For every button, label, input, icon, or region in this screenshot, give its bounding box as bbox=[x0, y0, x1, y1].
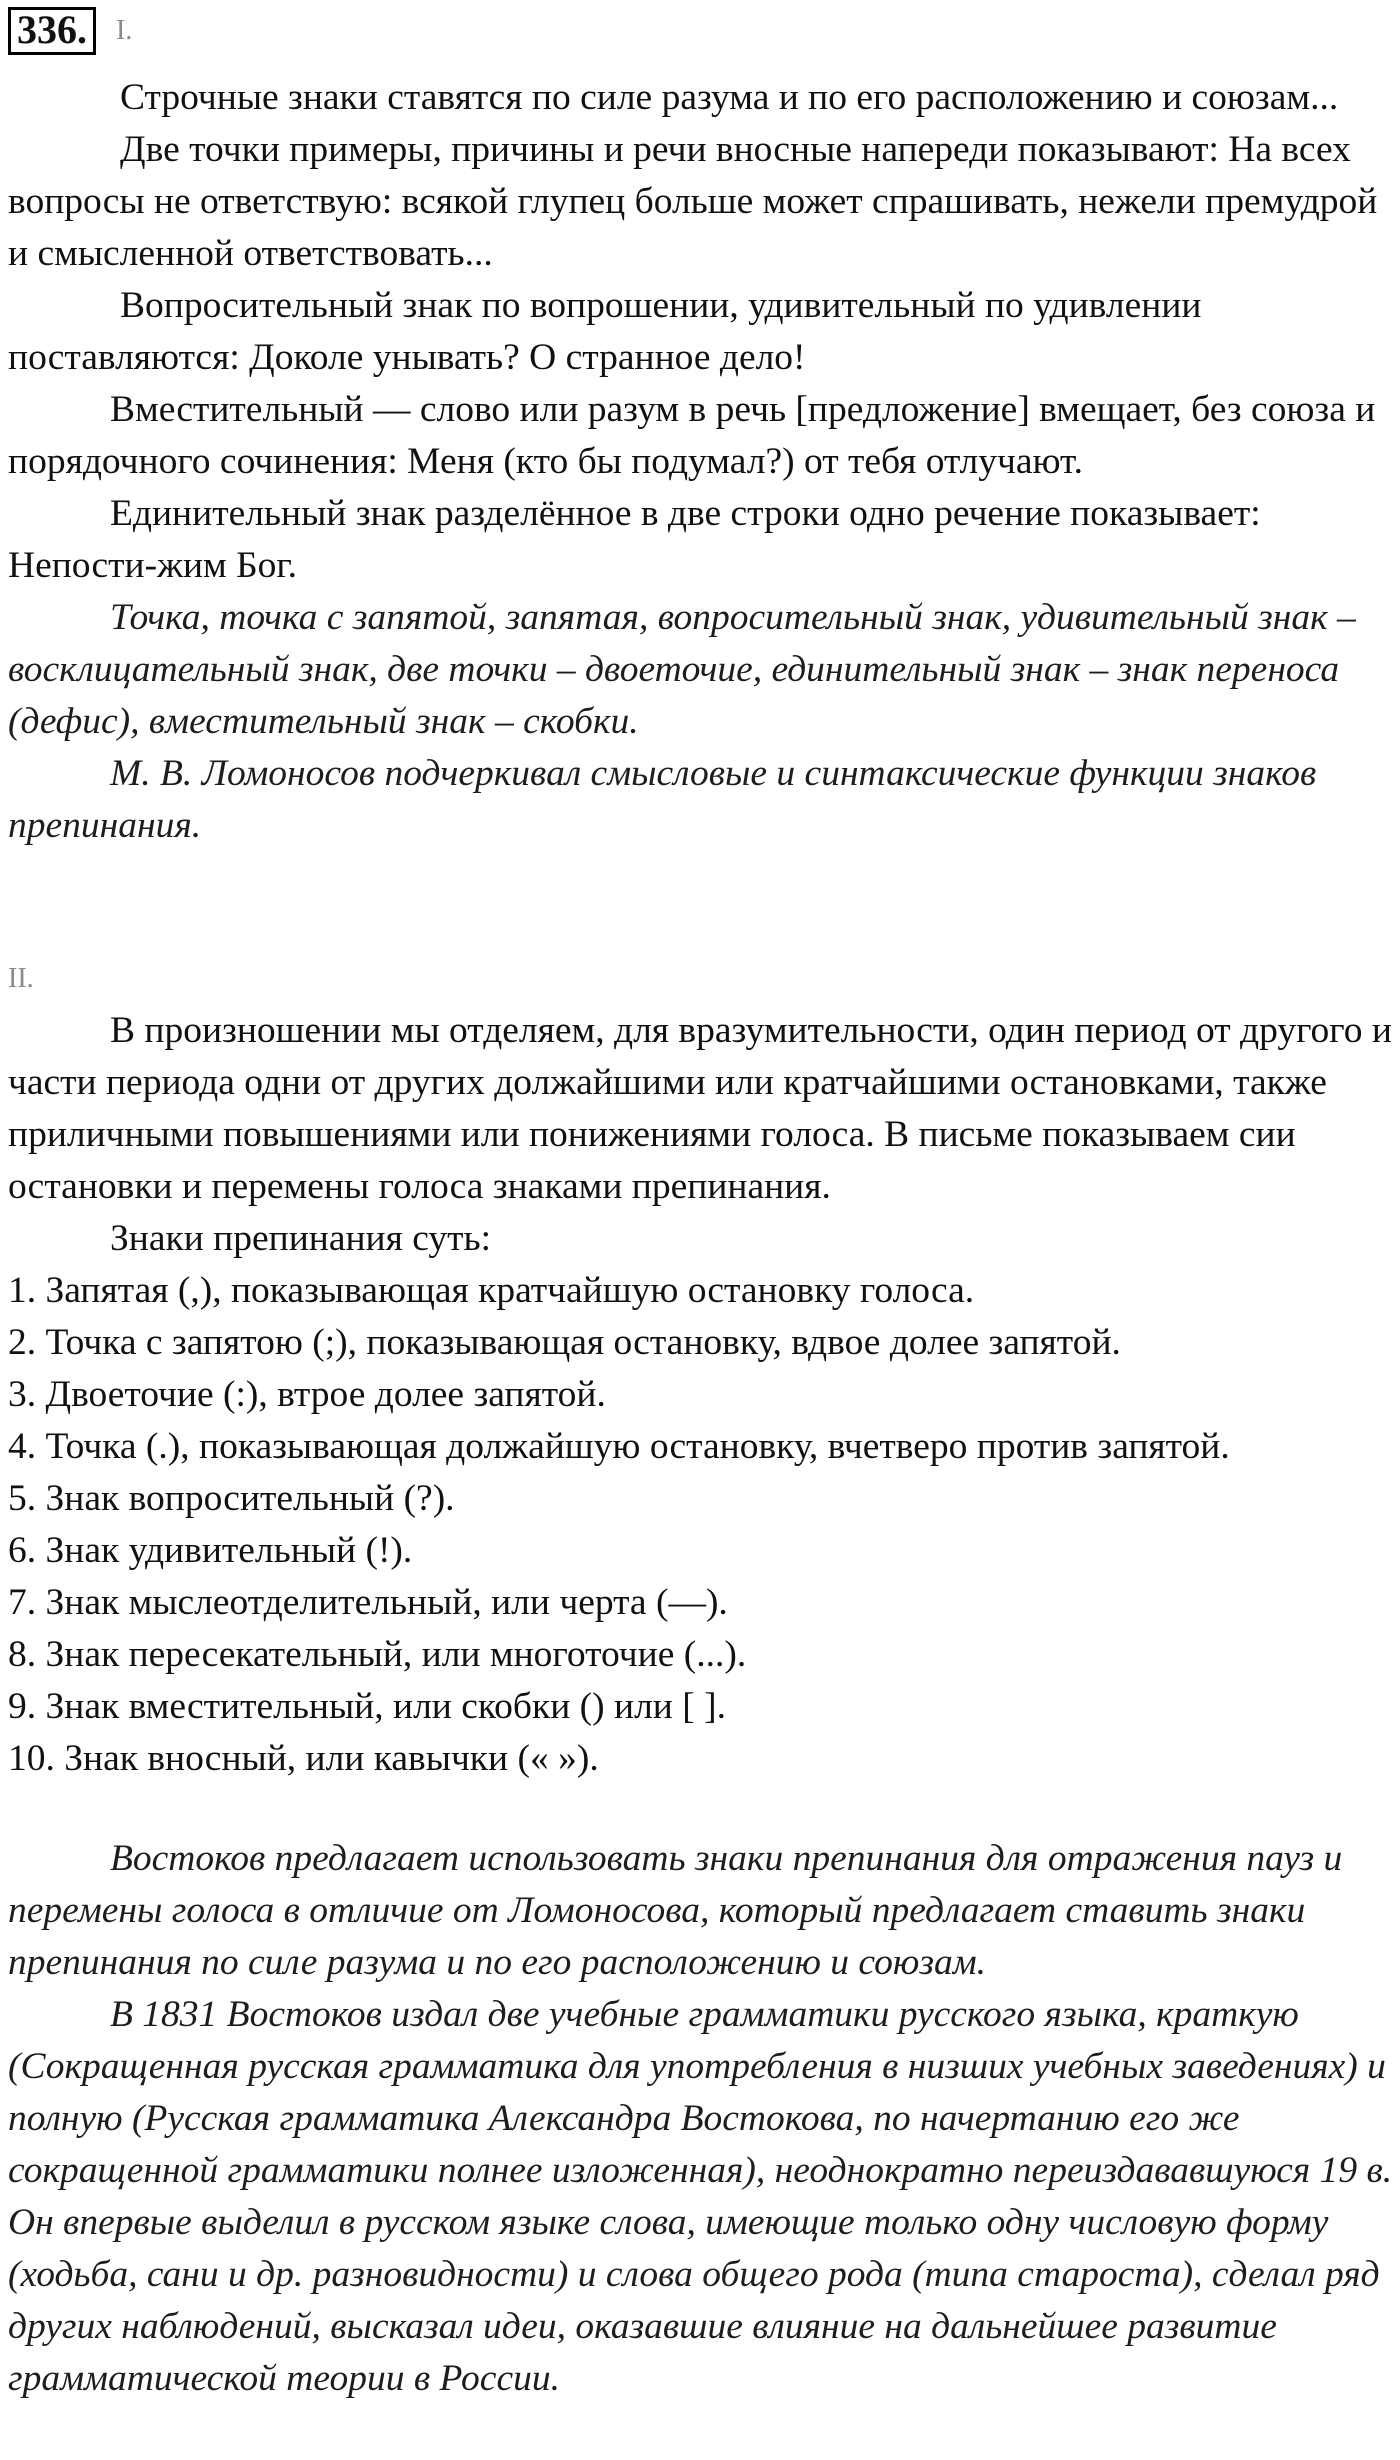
commentary-note: В 1831 Востоков издал две учебные грамматики русского языка, краткую (Сокращенная русская грамматика для употребления в низших учебных заведениях) и полную (Русская грамматика Александра Востокова, по начертанию его же сокращенной грамматики полнее изложенная), неоднократно переиздававшуюся 19 в. Он впервые выделил в русском языке слова, имеющие только одну числовую форму (ходьба, сани и др. разновидности) и слова общего рода (типа староста), сделал ряд других наблюдений, высказал идеи, оказавшие влияние на дальнейшее развитие грамматической теории в России. bbox=[8, 1994, 1393, 2399]
paragraph: Вопросительный знак по вопрошении, удивительный по удивлении поставляются: Доколе унывать? О странное дело! bbox=[8, 285, 1202, 378]
exercise-number: 336. bbox=[8, 7, 96, 55]
list-item: 5. Знак вопросительный (?). bbox=[8, 1478, 455, 1519]
paragraph: Единительный знак разделённое в две строки одно речение показывает: Непости-жим Бог. bbox=[8, 493, 1261, 586]
list-item: 1. Запятая (,), показывающая кратчайшую остановку голоса. bbox=[8, 1270, 975, 1311]
commentary-note: Точка, точка с запятой, запятая, вопросительный знак, удивительный знак – восклицательный знак, две точки – двоеточие, единительный знак – знак переноса (дефис), вместительный знак – скобки. bbox=[8, 597, 1356, 742]
paragraph: Строчные знаки ставятся по силе разума и по его расположению и союзам... bbox=[120, 77, 1339, 118]
part-two-text bbox=[8, 1005, 1393, 1785]
part-one-marker: I. bbox=[116, 15, 133, 46]
list-item: 8. Знак пересекательный, или многоточие (...). bbox=[8, 1634, 747, 1675]
list-item: 10. Знак вносный, или кавычки (« »). bbox=[8, 1738, 599, 1779]
list-heading: Знаки препинания суть: bbox=[110, 1218, 492, 1259]
list-item: 6. Знак удивительный (!). bbox=[8, 1530, 413, 1571]
paragraph: Вместительный — слово или разум в речь [предложение] вмещает, без союза и порядочного сочинения: Меня (кто бы подумал?) от тебя отлучают. bbox=[8, 389, 1376, 482]
part-two-marker: II. bbox=[8, 963, 34, 994]
list-item: 3. Двоеточие (:), втрое долее запятой. bbox=[8, 1374, 606, 1415]
paragraph: В произношении мы отделяем, для вразумительности, один период от другого и части периода одни от других должайшими или кратчайшими остановками, также приличными повышениями или понижениями голоса. В письме показываем сии остановки и перемены голоса знаками препинания. bbox=[8, 1010, 1392, 1207]
paragraph: Две точки примеры, причины и речи вносные напереди показывают: На всех вопросы не ответствую: всякой глупец больше может спрашивать, нежели премудрой и смысленной ответствовать... bbox=[8, 129, 1378, 274]
part-one-text bbox=[8, 72, 1393, 852]
part-two-commentary bbox=[8, 1833, 1393, 2405]
commentary-note: Востоков предлагает использовать знаки препинания для отражения пауз и перемены голоса в отличие от Ломоносова, который предлагает ставить знаки препинания по силе разума и по его расположению и союзам. bbox=[8, 1838, 1343, 1983]
commentary-note: М. В. Ломоносов подчеркивал смысловые и синтаксические функции знаков препинания. bbox=[8, 753, 1317, 846]
list-item: 2. Точка с запятою (;), показывающая остановку, вдвое долее запятой. bbox=[8, 1322, 1121, 1363]
list-item: 4. Точка (.), показывающая должайшую остановку, вчетверо против запятой. bbox=[8, 1426, 1230, 1467]
exercise-header bbox=[8, 8, 132, 54]
list-item: 7. Знак мыслеотделительный, или черта (—). bbox=[8, 1582, 728, 1623]
list-item: 9. Знак вместительный, или скобки () или [ ]. bbox=[8, 1686, 726, 1727]
